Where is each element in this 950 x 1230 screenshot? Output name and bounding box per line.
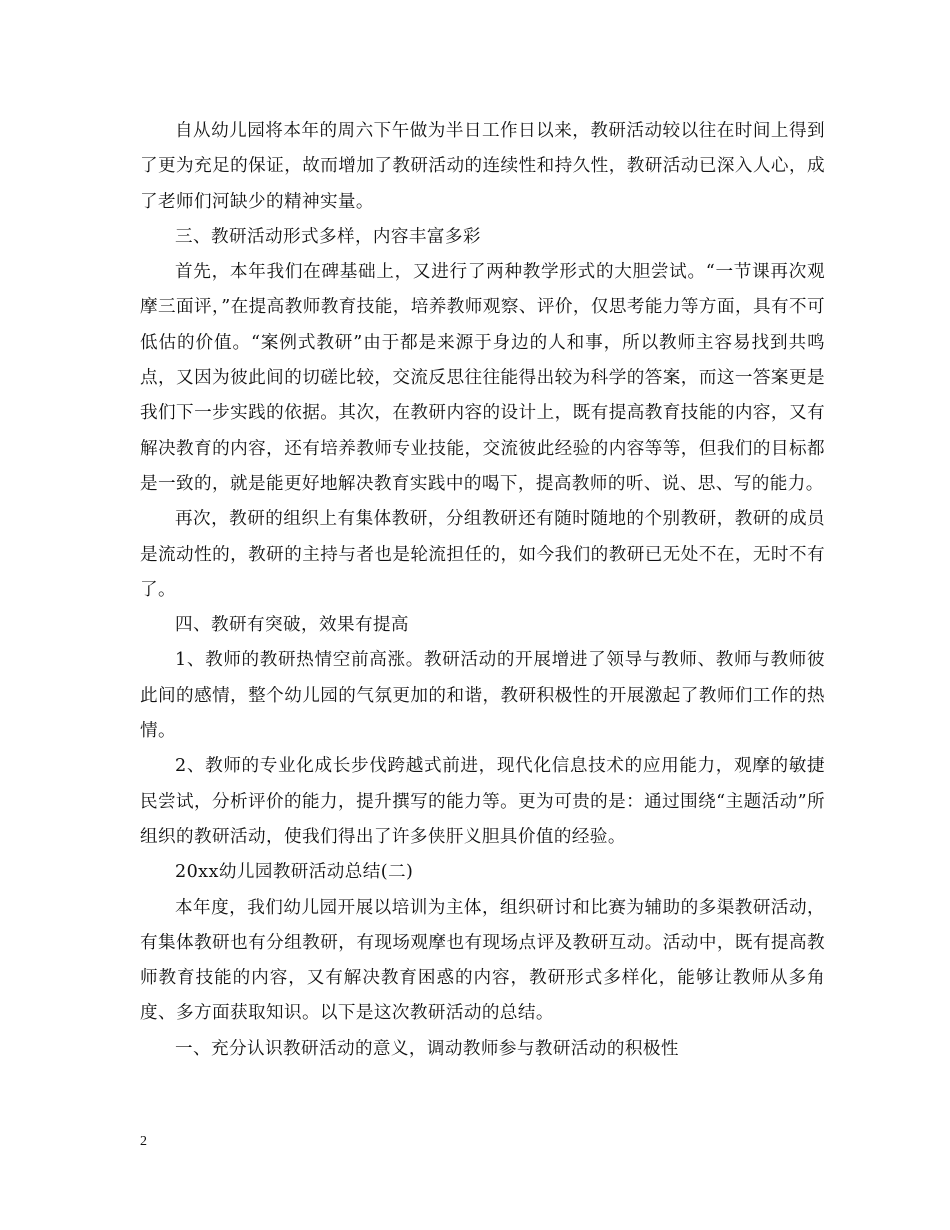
section-heading: 三、教研活动形式多样，内容丰富多彩 <box>175 226 481 247</box>
section-heading: 四、教研有突破，效果有提高 <box>175 615 409 636</box>
page-number: 2 <box>140 1134 147 1149</box>
list-item: 1、教师的教研热情空前高涨。教研活动的开展增进了领导与教师、教师与教师彼此间的感情，整个幼儿园的气氛更加的和谐，教研积极性的开展激起了教师们工作的热情。 <box>140 650 825 742</box>
section-heading: 一、充分认识教研活动的意义，调动教师参与教研活动的积极性 <box>175 1038 679 1059</box>
document-body <box>140 114 825 1067</box>
body-paragraph: 再次，教研的组织上有集体教研，分组教研还有随时随地的个别教研，教研的成员是流动性的，教研的主持与者也是轮流担任的，如今我们的教研已无处不在，无时不有了。 <box>140 509 825 600</box>
body-paragraph: 本年度，我们幼儿园开展以培训为主体，组织研讨和比赛为辅助的多渠教研活动，有集体教研也有分组教研，有现场观摩也有现场点评及教研互动。活动中，既有提高教师教育技能的内容，又有解决教育困惑的内容，教研形式多样化，能够让教师从多角度、多方面获取知识。以下是这次教研活动的总结。 <box>140 897 825 1024</box>
list-item: 2、教师的专业化成长步伐跨越式前进，现代化信息技术的应用能力，观摩的敏捷民尝试，分析评价的能力，提升撰写的能力等。更为可贵的是：通过围绕“主题活动”所组织的教研活动，使我们得出了许多侠肝义胆具价值的经验。 <box>140 756 825 847</box>
document-subtitle: 20xx幼儿园教研活动总结(二) <box>175 862 414 883</box>
body-paragraph: 自从幼儿园将本年的周六下午做为半日工作日以来，教研活动较以往在时间上得到了更为充足的保证，故而增加了教研活动的连续性和持久性，教研活动已深入人心，成了老师们河缺少的精神实量。 <box>140 121 825 212</box>
body-paragraph: 首先，本年我们在碑基础上，又进行了两种教学形式的大胆尝试。“一节课再次观摩三面评，”在提高教师教育技能，培养教师观察、评价，仅思考能力等方面，具有不可低估的价值。“案例式教研”由于都是来源于身边的人和事，所以教师主容易找到共鸣点，又因为彼此间的切磋比较，交流反思往往能得出较为科学的答案，而这一答案更是我们下一步实践的依据。其次，在教研内容的设计上，既有提高教育技能的内容，又有解决教育的内容，还有培养教师专业技能，交流彼此经验的内容等等，但我们的目标都是一致的，就是能更好地解决教育实践中的喝下，提高教师的听、说、思、写的能力。 <box>140 262 825 494</box>
